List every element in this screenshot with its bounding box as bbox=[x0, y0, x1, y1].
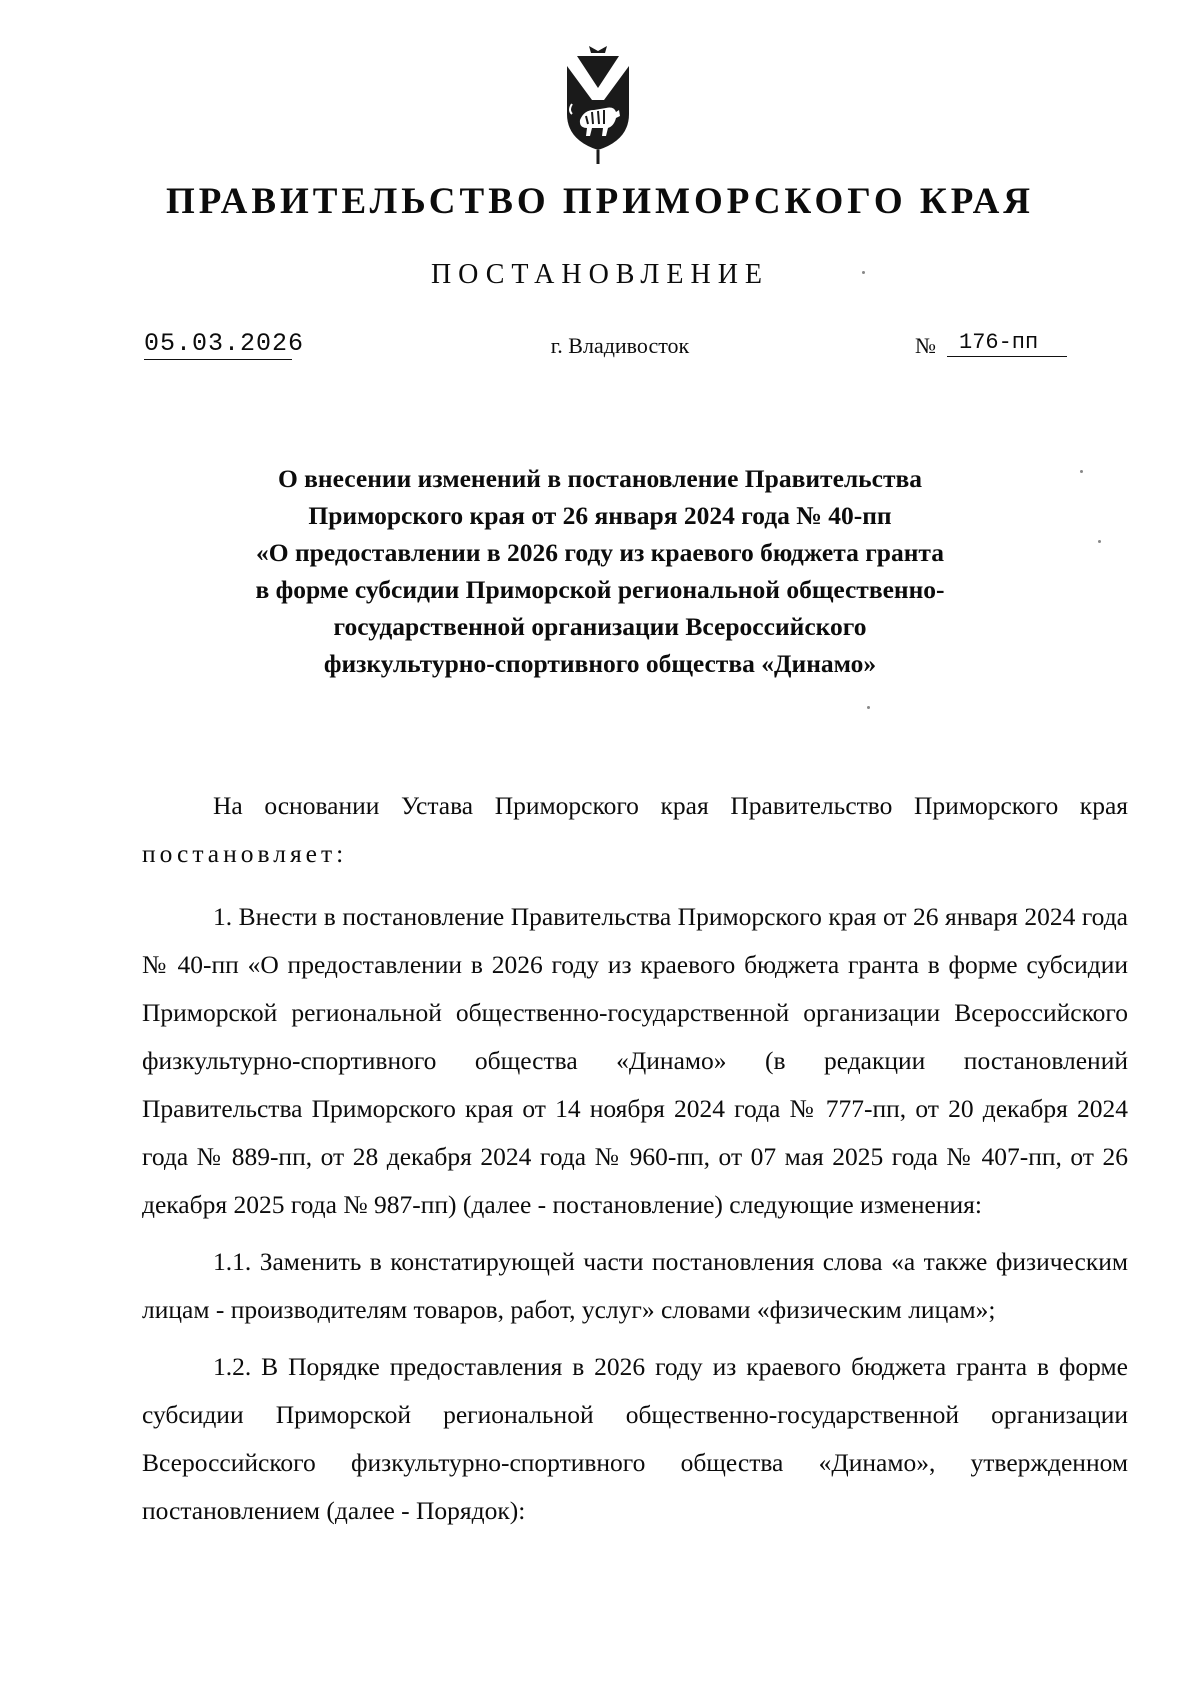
paragraph-1: 1. Внести в постановление Правительства Приморского края от 26 января 2024 года № 40-пп «О предоставлении в 2026 году из краевого бюджета гранта в форме субсидии Приморской региональной общественно-государственной организации Всероссийского физкультурно-спортивного общества «Динамо» (в редакции постановлений Правительства Приморского края от 14 ноября 2024 года № 777-пп, от 20 декабря 2024 года № 889-пп, от 28 декабря 2024 года № 960-пп, от 07 мая 2025 года № 407-пп, от 26 декабря 2025 года № 987-пп) (далее - постановление) следующие изменения: bbox=[142, 902, 1128, 1219]
scan-speck bbox=[862, 271, 865, 274]
number-label: № bbox=[915, 333, 936, 358]
document-type: ПОСТАНОВЛЕНИЕ bbox=[430, 259, 770, 290]
scan-speck bbox=[1080, 470, 1083, 473]
intro-text: На основании Устава Приморского края Правительство Приморского края bbox=[213, 791, 1128, 820]
scan-speck bbox=[1098, 540, 1101, 543]
document-date: 05.03.2026 bbox=[144, 329, 305, 358]
resolves-word: постановляет: bbox=[142, 839, 348, 868]
government-title: ПРАВИТЕЛЬСТВО ПРИМОРСКОГО КРАЯ bbox=[165, 181, 1035, 222]
subject-line: Приморского края от 26 января 2024 года № 40-пп bbox=[308, 501, 892, 530]
intro-paragraph bbox=[142, 782, 1128, 878]
document-body bbox=[142, 782, 1128, 1544]
document-subject bbox=[150, 460, 1050, 682]
document-city: г. Владивосток bbox=[550, 333, 690, 358]
paragraph-1-2: 1.2. В Порядке предоставления в 2026 году из краевого бюджета гранта в форме субсидии Приморской региональной общественно-государственной организации Всероссийского физкультурно-спортивного общества «Динамо», утвержденном постановлением (далее - Порядок): bbox=[142, 1352, 1128, 1525]
subject-line: государственной организации Всероссийского bbox=[333, 612, 867, 641]
scan-speck bbox=[867, 706, 870, 709]
subject-line: физкультурно-спортивного общества «Динамо» bbox=[323, 649, 877, 678]
subject-line: «О предоставлении в 2026 году из краевого бюджета гранта bbox=[256, 538, 944, 567]
subject-line: в форме субсидии Приморской региональной общественно- bbox=[255, 575, 945, 604]
document-number: 176-пп bbox=[947, 330, 1067, 357]
primorsky-krai-coat-of-arms-icon bbox=[562, 44, 634, 176]
paragraph-1-1: 1.1. Заменить в констатирующей части постановления слова «а также физическим лицам - производителям товаров, работ, услуг» словами «физическим лицам»; bbox=[142, 1247, 1128, 1324]
subject-line: О внесении изменений в постановление Правительства bbox=[277, 464, 923, 493]
